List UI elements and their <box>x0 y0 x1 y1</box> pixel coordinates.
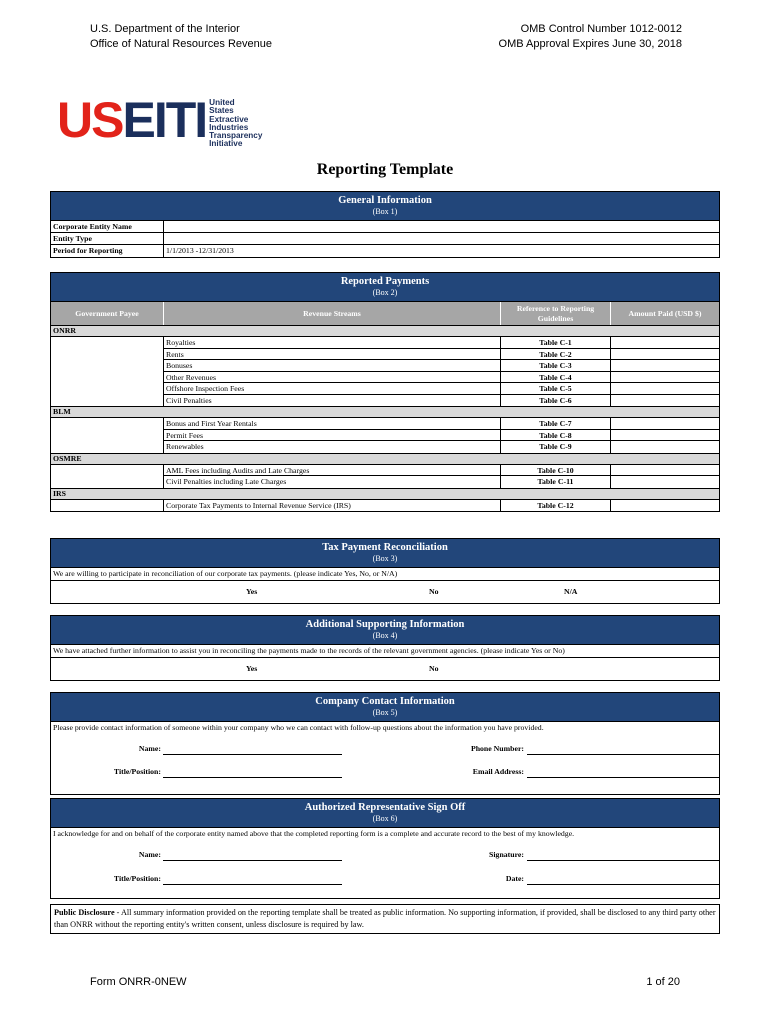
revenue-stream: Rents <box>164 349 501 360</box>
revenue-stream: AML Fees including Audits and Late Charges <box>164 465 501 476</box>
amount-field[interactable] <box>611 395 719 407</box>
contact-name-label: Name: <box>138 744 161 753</box>
corporate-entity-field[interactable] <box>164 221 719 232</box>
reporting-period-field[interactable]: 1/1/2013 -12/31/2013 <box>166 246 234 255</box>
additional-info-title: Additional Supporting Information <box>305 619 465 630</box>
amount-field[interactable] <box>611 465 719 476</box>
amount-field[interactable] <box>611 383 719 394</box>
payee-group-irs: IRS <box>51 489 719 500</box>
contact-name-field[interactable] <box>163 754 342 755</box>
option-yes[interactable]: Yes <box>246 587 258 596</box>
revenue-stream: Corporate Tax Payments to Internal Revenue Service (IRS) <box>164 500 501 512</box>
revenue-stream: Bonus and First Year Rentals <box>164 418 501 429</box>
page-title: Reporting Template <box>316 161 454 178</box>
tax-reconciliation-header <box>51 539 719 568</box>
amount-field[interactable] <box>611 372 719 383</box>
email-address-field[interactable] <box>527 777 719 778</box>
logo-word: Initiative <box>209 139 243 149</box>
revenue-stream: Bonuses <box>164 360 501 371</box>
revenue-stream: Offshore Inspection Fees <box>164 383 501 394</box>
form-id: Form ONRR-0NEW <box>90 976 187 988</box>
payee-group-osmre: OSMRE <box>51 454 719 465</box>
signoff-fields <box>51 840 719 898</box>
useiti-logo <box>57 92 263 149</box>
entity-type-row <box>51 233 719 245</box>
amount-field[interactable] <box>611 500 719 512</box>
table-row <box>164 372 719 384</box>
additional-info-question: We have attached further information to assist you in reconciling the payments made to the records of the relevant government agencies. (please indicate Yes or No) <box>51 645 719 658</box>
additional-info-options <box>51 658 719 680</box>
contact-info-title: Company Contact Information <box>315 696 455 707</box>
payee-group-onrr: ONRR <box>51 326 719 337</box>
table-row <box>164 383 719 395</box>
reference-cell: Table C-2 <box>501 349 611 360</box>
contact-info-box <box>50 692 720 795</box>
tax-reconciliation-title: Tax Payment Reconciliation <box>322 542 448 553</box>
option-na[interactable]: N/A <box>564 587 578 596</box>
payee-group-blm: BLM <box>51 407 719 418</box>
reported-payments-box-number: (Box 2) <box>372 288 398 297</box>
agency-line-1: U.S. Department of the Interior <box>90 23 240 35</box>
signoff-name-label: Name: <box>138 850 161 859</box>
date-label: Date: <box>505 874 524 883</box>
tax-reconciliation-box <box>50 538 720 604</box>
signoff-box-number: (Box 6) <box>372 814 398 823</box>
agency-line-2: Office of Natural Resources Revenue <box>90 38 272 50</box>
amount-field[interactable] <box>611 430 719 441</box>
logo-mark <box>57 92 207 148</box>
col-reference: Reference to Reporting Guidelines <box>501 302 611 325</box>
col-government-payee: Government Payee <box>51 302 164 325</box>
general-info-box <box>50 191 720 258</box>
contact-instruction: Please provide contact information of someone within your company who we can contact with follow-up questions about the information you have provided. <box>53 723 544 732</box>
reference-cell: Table C-7 <box>501 418 611 429</box>
reference-cell: Table C-8 <box>501 430 611 441</box>
table-row <box>164 349 719 361</box>
reported-payments-header <box>51 273 719 302</box>
table-row <box>164 395 719 407</box>
entity-type-field[interactable] <box>164 233 719 244</box>
reference-cell: Table C-4 <box>501 372 611 383</box>
table-row <box>164 418 719 430</box>
date-field[interactable] <box>527 884 719 885</box>
omb-header <box>499 22 682 52</box>
contact-title-field[interactable] <box>163 777 342 778</box>
additional-info-header <box>51 616 719 645</box>
public-disclosure-text: - All summary information provided on the reporting template shall be treated as public information. No supporting information, if provided, shall be disclosed to any third party other than ONRR without the reporting entity's written consent, unless disclosure is required by law. <box>54 908 716 929</box>
general-info-header <box>51 192 719 221</box>
contact-info-header <box>51 693 719 722</box>
amount-field[interactable] <box>611 349 719 360</box>
signoff-box <box>50 798 720 899</box>
amount-field[interactable] <box>611 418 719 429</box>
payee-group-osmre-rows <box>51 465 719 489</box>
reported-payments-box <box>50 272 720 512</box>
omb-approval-expiry: OMB Approval Expires June 30, 2018 <box>498 38 682 50</box>
revenue-stream: Permit Fees <box>164 430 501 441</box>
amount-field[interactable] <box>611 337 719 348</box>
corporate-entity-label: Corporate Entity Name <box>51 221 164 232</box>
reference-cell: Table C-9 <box>501 441 611 453</box>
tax-reconciliation-options <box>51 581 719 603</box>
public-disclosure <box>50 904 720 934</box>
page-number: 1 of 20 <box>646 976 680 988</box>
reporting-period-row <box>51 245 719 257</box>
revenue-stream: Royalties <box>164 337 501 348</box>
email-address-label: Email Address: <box>472 767 524 776</box>
revenue-stream: Civil Penalties including Late Charges <box>164 476 501 488</box>
amount-field[interactable] <box>611 441 719 453</box>
reference-cell: Table C-3 <box>501 360 611 371</box>
general-info-title: General Information <box>338 195 432 206</box>
reference-cell: Table C-5 <box>501 383 611 394</box>
corporate-entity-row <box>51 221 719 233</box>
tax-reconciliation-question: We are willing to participate in reconciliation of our corporate tax payments. (please indicate Yes, No, or N/A) <box>51 568 719 581</box>
phone-number-label: Phone Number: <box>470 744 524 753</box>
table-row <box>164 360 719 372</box>
logo-words <box>209 99 262 149</box>
additional-info-box-number: (Box 4) <box>372 631 398 640</box>
logo-us: US <box>57 92 123 148</box>
contact-title-label: Title/Position: <box>113 767 161 776</box>
reference-cell: Table C-6 <box>501 395 611 407</box>
omb-control-number: OMB Control Number 1012-0012 <box>520 23 682 35</box>
additional-info-box <box>50 615 720 681</box>
logo-word: Transparency <box>209 131 263 141</box>
contact-info-box-number: (Box 5) <box>372 708 398 717</box>
table-row <box>164 465 719 477</box>
payments-column-headers <box>51 302 719 326</box>
table-row <box>164 430 719 442</box>
amount-field[interactable] <box>611 476 719 488</box>
signature-label: Signature: <box>489 850 524 859</box>
logo-eiti: EITI <box>122 92 207 148</box>
logo-word: United <box>209 98 235 107</box>
public-disclosure-heading: Public Disclosure <box>54 908 115 917</box>
col-revenue-streams: Revenue Streams <box>164 302 501 325</box>
entity-type-label: Entity Type <box>51 233 164 244</box>
reporting-period-label: Period for Reporting <box>51 245 164 257</box>
revenue-stream: Civil Penalties <box>164 395 501 407</box>
signoff-name-field[interactable] <box>163 860 342 861</box>
col-amount-paid: Amount Paid (USD $) <box>628 308 702 318</box>
signoff-title-field[interactable] <box>163 884 342 885</box>
signoff-title-label: Title/Position: <box>113 874 161 883</box>
logo-word: Extractive <box>209 114 249 124</box>
signoff-statement: I acknowledge for and on behalf of the corporate entity named above that the completed reporting form is a complete and accurate record to the best of my knowledge. <box>53 829 575 838</box>
agency-header <box>90 22 272 52</box>
reported-payments-title: Reported Payments <box>340 276 430 287</box>
signature-field[interactable] <box>527 860 719 861</box>
reference-cell: Table C-11 <box>501 476 611 488</box>
revenue-stream: Renewables <box>164 441 501 453</box>
payee-group-onrr-rows <box>51 337 719 407</box>
signoff-header <box>51 799 719 828</box>
contact-fields <box>51 734 719 794</box>
general-info-box-number: (Box 1) <box>372 207 398 216</box>
tax-reconciliation-box-number: (Box 3) <box>372 554 398 563</box>
table-row <box>164 337 719 349</box>
table-row <box>164 500 719 512</box>
payee-group-irs-rows <box>51 500 719 512</box>
reference-cell: Table C-12 <box>501 500 611 512</box>
logo-word: Industries <box>209 122 249 132</box>
table-row <box>164 476 719 488</box>
option-yes[interactable]: Yes <box>246 664 258 673</box>
table-row <box>164 441 719 453</box>
logo-word: States <box>209 106 234 116</box>
amount-field[interactable] <box>611 360 719 371</box>
reference-cell: Table C-1 <box>501 337 611 348</box>
revenue-stream: Other Revenues <box>164 372 501 383</box>
phone-number-field[interactable] <box>527 754 719 755</box>
signoff-title: Authorized Representative Sign Off <box>304 802 466 813</box>
option-no[interactable]: No <box>429 587 439 596</box>
reference-cell: Table C-10 <box>501 465 611 476</box>
option-no[interactable]: No <box>429 664 439 673</box>
payee-group-blm-rows <box>51 418 719 454</box>
